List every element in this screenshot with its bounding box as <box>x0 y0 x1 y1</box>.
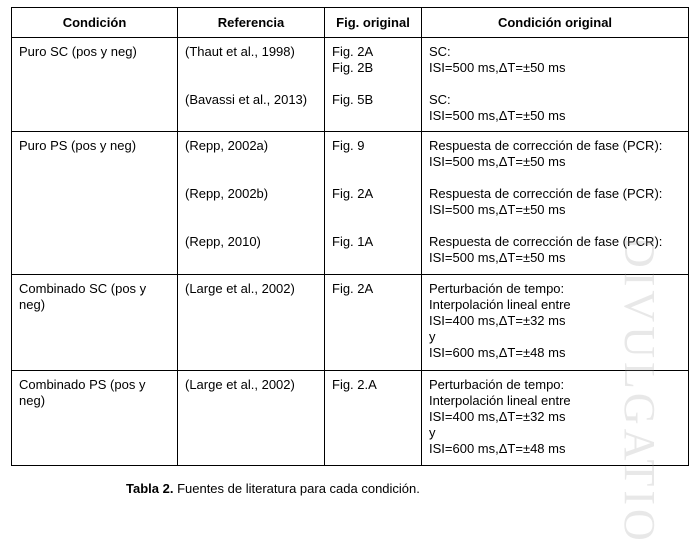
table-row <box>12 275 689 371</box>
original-condition-text: Respuesta de corrección de fase (PCR): <box>429 186 663 201</box>
original-condition-text: y <box>429 329 436 344</box>
watermark-text: DIVULGATIO <box>615 236 664 545</box>
condition-cell <box>12 38 178 132</box>
watermark <box>612 236 664 545</box>
caption-text: Fuentes de literatura para cada condición. <box>173 481 420 496</box>
figure-cell <box>325 132 422 275</box>
original-condition-text: ISI=400 ms,ΔT=±32 ms <box>429 409 566 424</box>
condition-cell <box>12 371 178 466</box>
original-condition-text: Interpolación lineal entre <box>429 297 571 312</box>
figure-text: Fig. 2A <box>332 44 374 59</box>
figure-text: Fig. 1A <box>332 234 374 249</box>
original-condition-text: ISI=500 ms,ΔT=±50 ms <box>429 108 566 123</box>
original-condition-cell <box>422 38 689 132</box>
condition-text: Combinado SC (pos y neg) <box>19 281 147 312</box>
figure-text: Fig. 2.A <box>332 377 377 392</box>
original-condition-text: Respuesta de corrección de fase (PCR): <box>429 138 663 153</box>
caption-label: Tabla 2. <box>126 481 174 496</box>
original-condition-text: Respuesta de corrección de fase (PCR): <box>429 234 663 249</box>
literature-table <box>11 7 689 466</box>
condition-text: Combinado PS (pos y neg) <box>19 377 146 408</box>
reference-text: (Thaut et al., 1998) <box>185 44 295 59</box>
table-row <box>12 371 689 466</box>
figure-text: Fig. 9 <box>332 138 365 153</box>
original-condition-text: ISI=500 ms,ΔT=±50 ms <box>429 60 566 75</box>
reference-text: (Repp, 2010) <box>185 234 261 249</box>
header-condicion: Condición <box>12 8 178 38</box>
table-row <box>12 38 689 132</box>
reference-cell <box>178 275 325 371</box>
figure-cell <box>325 275 422 371</box>
condition-text: Puro PS (pos y neg) <box>19 138 137 153</box>
header-condicion-original: Condición original <box>422 8 689 38</box>
figure-text: Fig. 5B <box>332 92 374 107</box>
original-condition-text: ISI=500 ms,ΔT=±50 ms <box>429 154 566 169</box>
condition-cell <box>12 132 178 275</box>
reference-cell <box>178 38 325 132</box>
original-condition-text: Perturbación de tempo: <box>429 281 565 296</box>
condition-text: Puro SC (pos y neg) <box>19 44 137 59</box>
header-referencia: Referencia <box>178 8 325 38</box>
reference-cell <box>178 371 325 466</box>
condition-cell <box>12 275 178 371</box>
original-condition-text: Perturbación de tempo: <box>429 377 565 392</box>
figure-text: Fig. 2B <box>332 60 374 75</box>
original-condition-text: y <box>429 425 436 440</box>
reference-text: (Repp, 2002a) <box>185 138 269 153</box>
header-fig-original: Fig. original <box>325 8 422 38</box>
table-header-row <box>12 8 689 38</box>
reference-text: (Bavassi et al., 2013) <box>185 92 308 107</box>
original-condition-text: ISI=600 ms,ΔT=±48 ms <box>429 441 566 456</box>
reference-text: (Repp, 2002b) <box>185 186 269 201</box>
figure-text: Fig. 2A <box>332 186 374 201</box>
table-caption <box>126 481 420 497</box>
reference-text: (Large et al., 2002) <box>185 377 295 392</box>
figure-cell <box>325 371 422 466</box>
original-condition-text: ISI=500 ms,ΔT=±50 ms <box>429 250 566 265</box>
figure-text: Fig. 2A <box>332 281 374 296</box>
table-row <box>12 132 689 275</box>
reference-cell <box>178 132 325 275</box>
original-condition-text: ISI=600 ms,ΔT=±48 ms <box>429 345 566 360</box>
original-condition-text: ISI=500 ms,ΔT=±50 ms <box>429 202 566 217</box>
original-condition-text: Interpolación lineal entre <box>429 393 571 408</box>
figure-cell <box>325 38 422 132</box>
original-condition-text: SC: <box>429 44 451 59</box>
original-condition-text: ISI=400 ms,ΔT=±32 ms <box>429 313 566 328</box>
original-condition-text: SC: <box>429 92 451 107</box>
reference-text: (Large et al., 2002) <box>185 281 295 296</box>
